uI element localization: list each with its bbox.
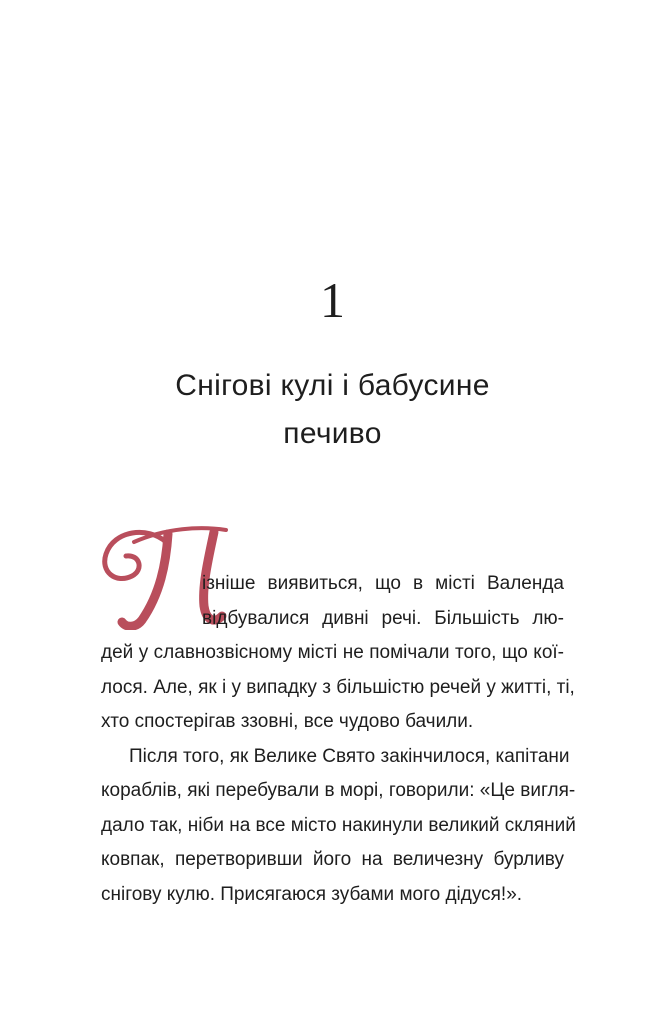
chapter-title xyxy=(60,362,605,458)
text-line: Після того, як Велике Свято закінчилося, капітани xyxy=(129,745,570,767)
chapter-title-line: печиво xyxy=(283,417,382,450)
text-line: кораблів, які перебували в морі, говорили: «Це вигля- xyxy=(101,780,576,801)
chapter-number: 1 xyxy=(320,272,345,328)
text-line: ізніше виявиться, що в місті Валенда xyxy=(202,573,564,594)
text-line: снігову кулю. Присягаюся зубами мого дідуся!». xyxy=(101,883,523,905)
text-line: дало так, ніби на все місто накинули великий скляний xyxy=(101,814,576,836)
text-line: дей у славнозвісному місті не помічали того, що кої- xyxy=(101,642,564,663)
chapter-title-line: Снігові кулі і бабусине xyxy=(175,369,490,402)
chapter-body xyxy=(101,567,576,912)
text-line: лося. Але, як і у випадку з більшістю речей у житті, ті, xyxy=(101,676,575,698)
text-line: відбувалися дивні речі. Більшість лю- xyxy=(202,607,564,629)
text-line: хто спостерігав ззовні, все чудово бачили. xyxy=(101,711,474,732)
text-line: ковпак, перетворивши його на величезну бурливу xyxy=(101,849,564,870)
